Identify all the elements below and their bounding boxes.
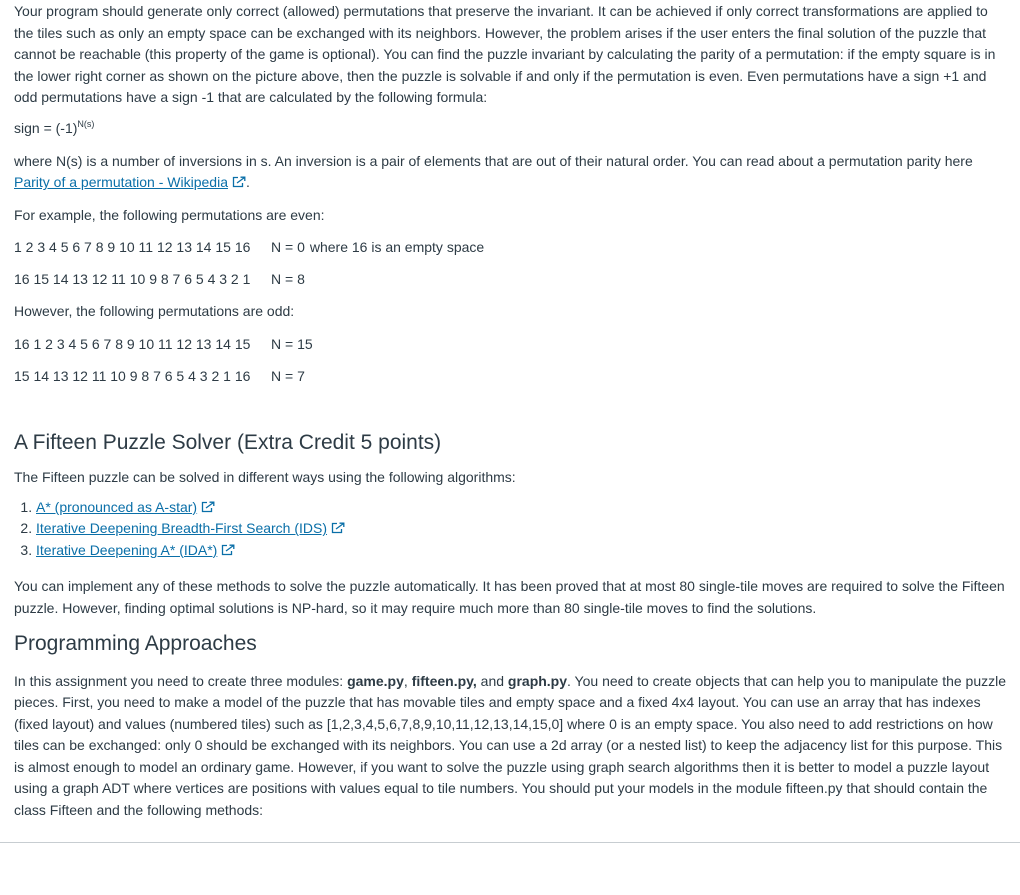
module-fifteen: fifteen.py, xyxy=(411,672,477,689)
even-permutation-1 xyxy=(14,237,1006,258)
text-segment: and xyxy=(476,672,508,689)
idastar-link[interactable]: Iterative Deepening A* (IDA*) xyxy=(36,541,218,558)
list-item xyxy=(36,497,1006,519)
external-link-icon[interactable] xyxy=(331,522,345,534)
solver-paragraph: You can implement any of these methods to solve the puzzle automatically. It has been proved that at most 80 single-tile moves are required to solve the Fifteen puzzle. However, finding optimal solutions is NP-hard, so it may require much more than 80 single-tile moves to find the solutions. xyxy=(14,578,1005,616)
permutation-sequence: 16 1 2 3 4 5 6 7 8 9 10 11 12 13 14 15 xyxy=(14,335,251,352)
inversion-count: N = 15 xyxy=(271,335,313,352)
text-segment: . You need to create objects that can help you to manipulate the puzzle pieces. First, you need to make a model of the puzzle that has movable tiles and empty space and a fixed 4x4 layout. You can use an array that has indexes (fixed layout) and values (numbered tiles) such as [1,2,3,4,5,6,7,8,9,10,11,12,13,14,15,0] where 0 is an empty space. You also need to add restrictions on how tiles can be exchanged: only 0 should be exchanged with its neighbors. You can use a 2d array (or a nested list) to keep the adjacency list for this purpose. This is almost enough to model an ordinary game. However, if you want to solve the puzzle using graph search algorithms then it is better to model a puzzle layout using a graph ADT where vertices are positions with values equal to tile numbers. You should put your models in the module fifteen.py that should contain the class Fifteen and the following methods: xyxy=(14,672,1007,819)
permutation-sequence: 16 15 14 13 12 11 10 9 8 7 6 5 4 3 2 1 xyxy=(14,271,251,288)
ids-link[interactable]: Iterative Deepening Breadth-First Search (IDS) xyxy=(36,520,328,537)
invariant-paragraph: Your program should generate only correct (allowed) permutations that preserve the invariant. It can be achieved if only correct transformations are applied to the tiles such as only an empty space can be exchanged with its neighbors. However, the problem arises if the user enters the final solution of the puzzle that cannot be reachable (this property of the game is optional). You can find the puzzle invariant by calculating the parity of a permutation: if the empty square is in the lower right corner as shown on the picture above, then the puzzle is solvable if and only if the permutation is even. Even permutations have a sign +1 and odd permutations have a sign -1 that are calculated by the following formula: xyxy=(14,3,996,106)
sign-formula-exponent: N(s) xyxy=(77,118,95,129)
inversion-count: N = 8 xyxy=(271,271,305,288)
module-graph: graph.py xyxy=(507,672,568,689)
module-game: game.py xyxy=(347,672,404,689)
text-segment: , xyxy=(403,672,412,689)
inversion-paragraph: where N(s) is a number of inversions in s. An inversion is a pair of elements that are out of their natural order. You can read about a permutation parity here Parity of a permutation - Wikipedia . xyxy=(14,152,973,191)
even-permutation-2 xyxy=(14,269,1006,290)
empty-space-note: where 16 is an empty space xyxy=(309,239,485,256)
solver-heading: A Fifteen Puzzle Solver (Extra Credit 5 points) xyxy=(14,430,442,454)
external-link-icon[interactable] xyxy=(201,501,215,513)
permutation-sequence: 1 2 3 4 5 6 7 8 9 10 11 12 13 14 15 16 xyxy=(14,239,251,256)
odd-permutation-1 xyxy=(14,334,1006,355)
inversion-count: N = 7 xyxy=(271,367,305,384)
bottom-divider xyxy=(0,842,1020,843)
sign-formula-base: sign = (-1) xyxy=(14,119,78,136)
programming-paragraph xyxy=(14,671,1006,822)
permutation-sequence: 15 14 13 12 11 10 9 8 7 6 5 4 3 2 1 16 xyxy=(14,367,251,384)
parity-wikipedia-link[interactable] xyxy=(14,174,228,190)
algorithm-list xyxy=(14,497,1006,562)
programming-heading: Programming Approaches xyxy=(14,631,257,655)
solver-intro: The Fifteen puzzle can be solved in different ways using the following algorithms: xyxy=(14,468,516,485)
list-item xyxy=(36,518,1006,540)
even-intro: For example, the following permutations are even: xyxy=(14,206,325,223)
text-segment: In this assignment you need to create three modules: xyxy=(14,672,348,689)
parity-link-label: Parity of a permutation - Wikipedia xyxy=(14,174,228,191)
external-link-icon[interactable] xyxy=(232,176,246,188)
sign-formula xyxy=(14,118,1006,140)
inversion-text: where N(s) is a number of inversions in s. An inversion is a pair of elements that are out of their natural order. You can read about a permutation parity here xyxy=(14,152,973,169)
odd-intro: However, the following permutations are odd: xyxy=(14,303,295,320)
inversion-count: N = 0 xyxy=(271,239,305,256)
list-item xyxy=(36,540,1006,562)
astar-link[interactable]: A* (pronounced as A-star) xyxy=(36,498,198,515)
external-link-icon[interactable] xyxy=(221,544,235,556)
odd-permutation-2 xyxy=(14,366,1006,387)
